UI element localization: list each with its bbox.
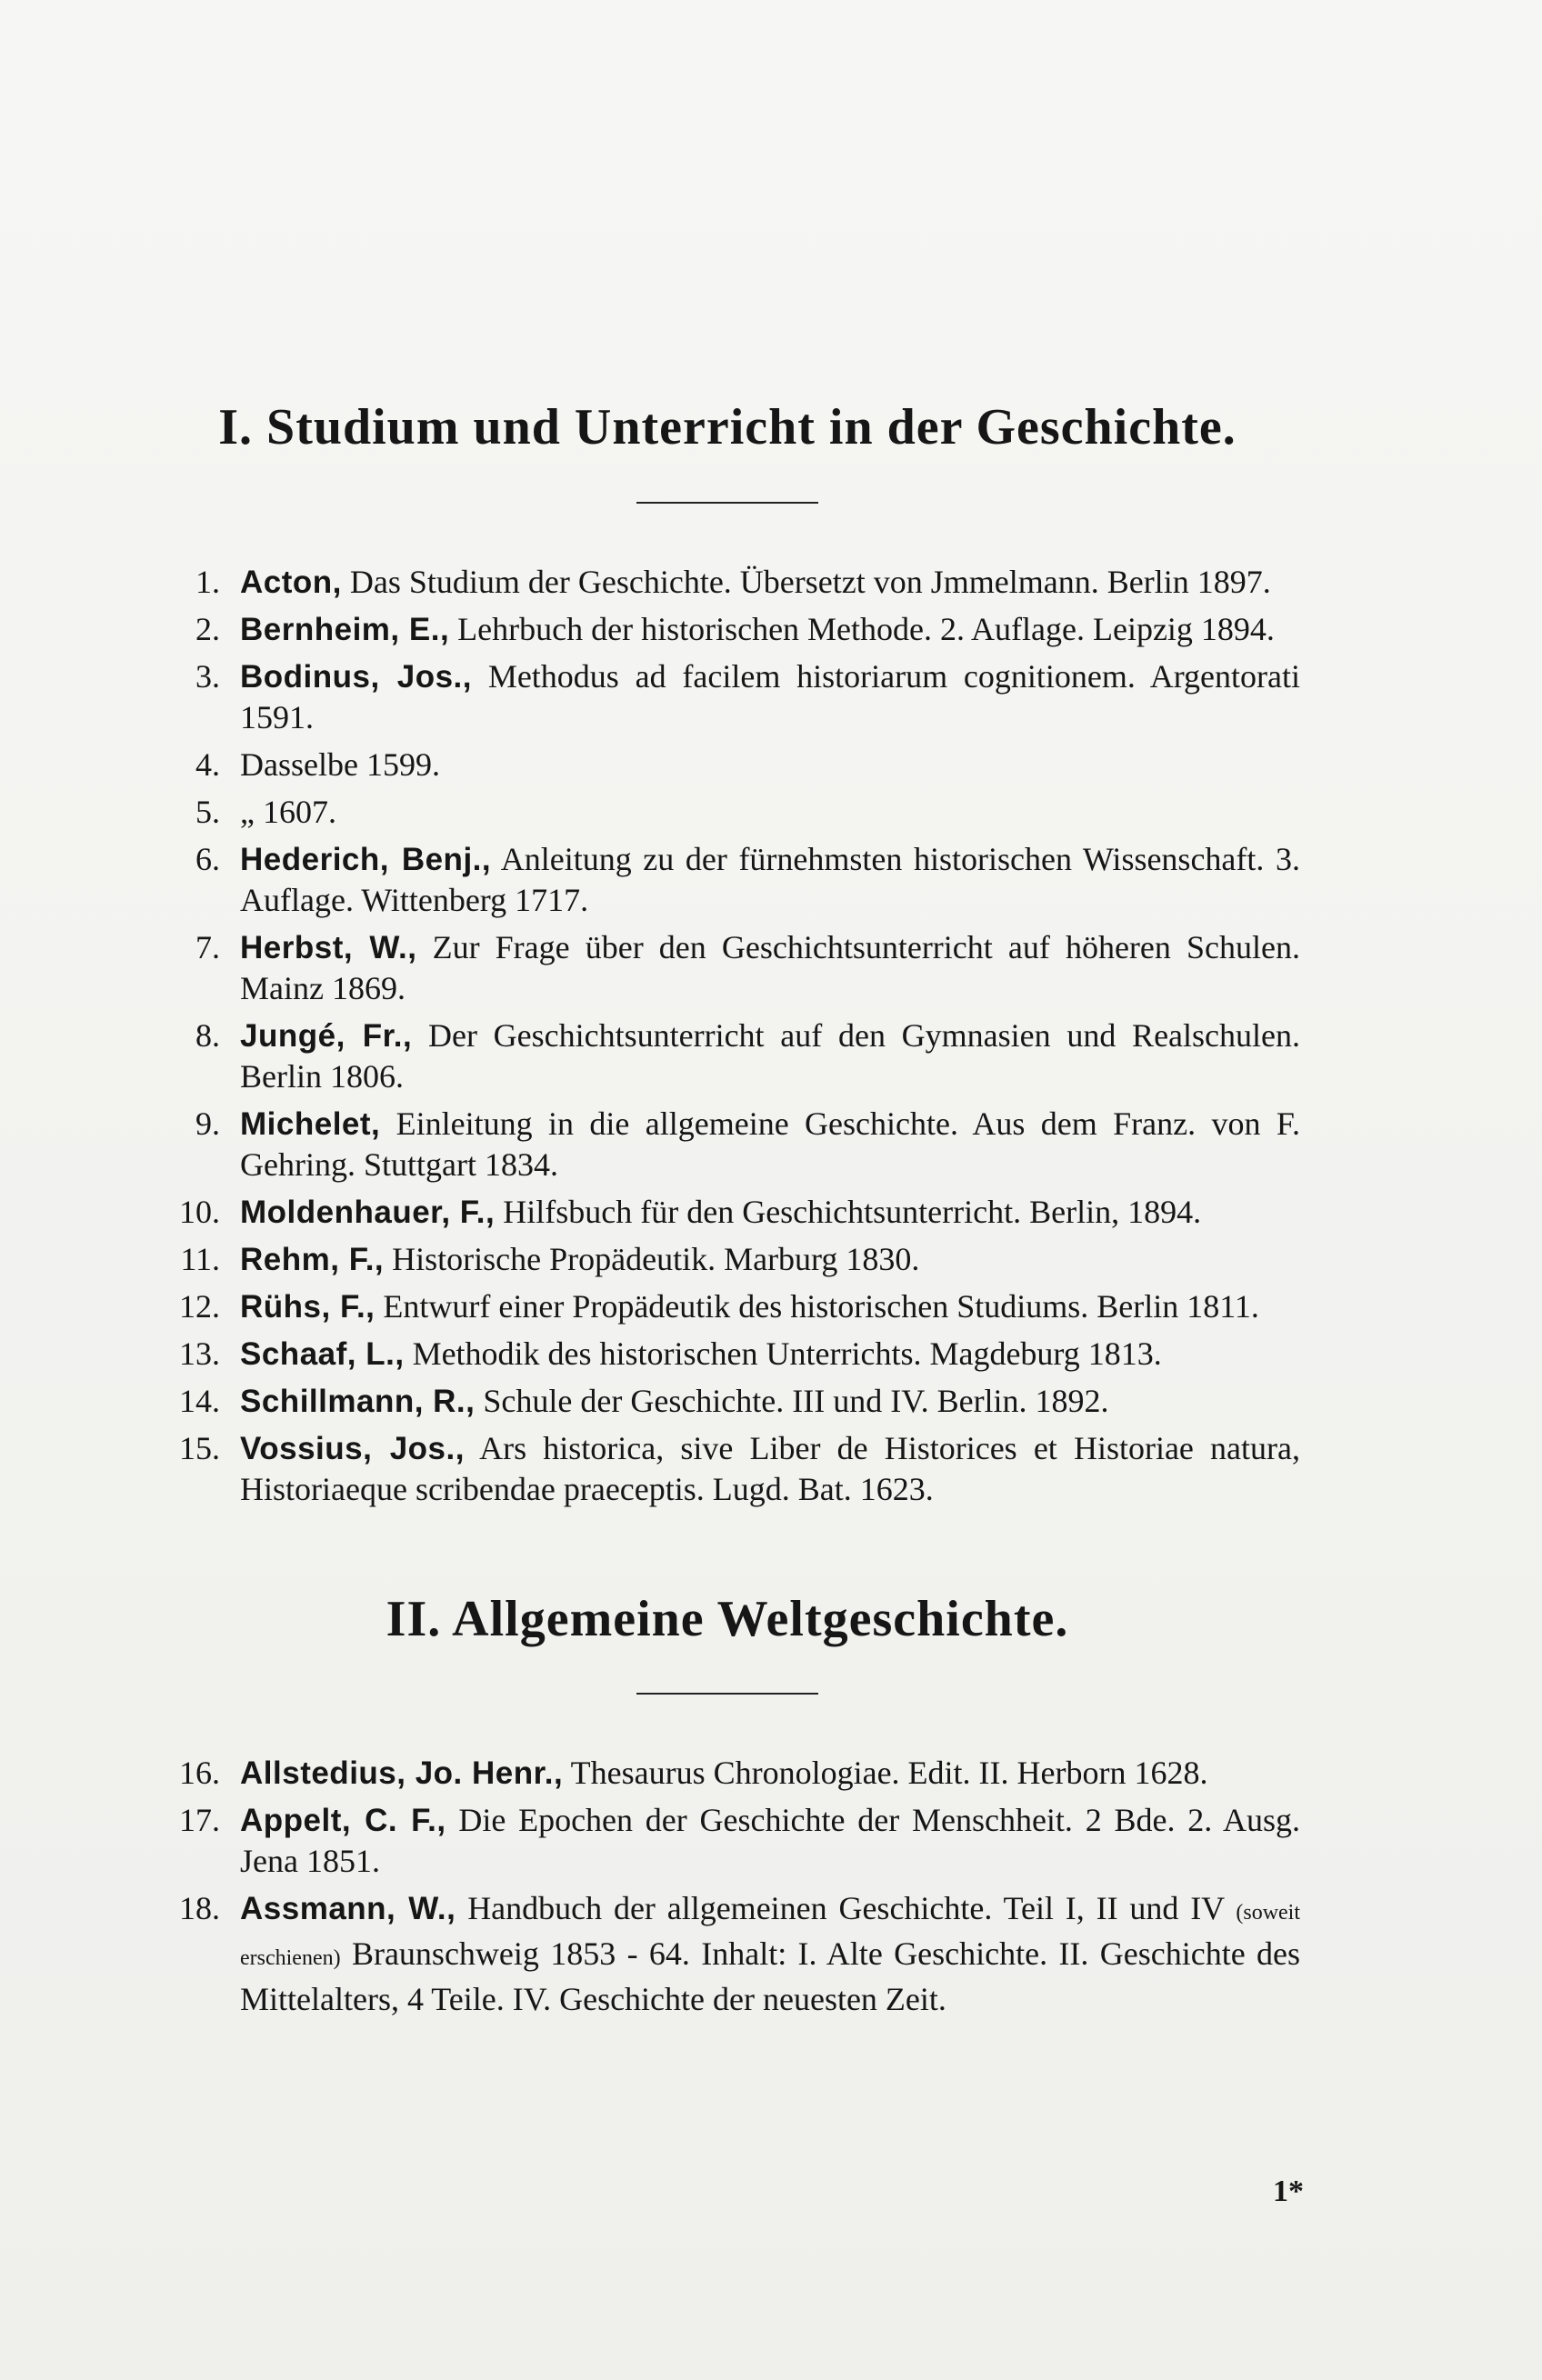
entry-text: Dasselbe 1599. (240, 745, 440, 783)
bibliography-entry (155, 1800, 1300, 1882)
entry-number: 14. (179, 1382, 220, 1419)
bibliography-entry (155, 1888, 1300, 2020)
section-title-studium: I. Studium und Unterricht in der Geschichte. (218, 399, 1237, 455)
entry-number: 7. (195, 928, 220, 965)
entry-author: Assmann, W., (240, 1891, 456, 1927)
entry-number: 10. (179, 1193, 220, 1230)
entry-author: Herbst, W., (240, 929, 417, 965)
bibliography-entry (155, 1239, 1300, 1280)
entry-text: Das Studium der Geschichte. Übersetzt von Jmmelmann. Berlin 1897. (349, 563, 1271, 600)
entry-text: Zur Frage über den Geschichtsunterricht auf höheren Schulen. Mainz 1869. (240, 928, 1300, 1006)
entry-number: 3. (195, 657, 220, 695)
entry-number: 17. (179, 1802, 220, 1839)
bibliography-entry (155, 1104, 1300, 1185)
entry-text: Handbuch der allgemeinen Geschichte. Teil I, II und IV (467, 1890, 1225, 1927)
bibliography-entry (155, 927, 1300, 1009)
entry-author: Rühs, F., (240, 1288, 375, 1325)
entry-text: Lehrbuch der historischen Methode. 2. Auflage. Leipzig 1894. (457, 610, 1275, 647)
entry-author: Moldenhauer, F., (240, 1194, 496, 1230)
entry-author: Bodinus, Jos., (240, 658, 472, 695)
entry-number: 4. (195, 745, 220, 783)
entry-text: Der Geschichtsunterricht auf den Gymnasien und Realschulen. Berlin 1806. (240, 1016, 1300, 1095)
entry-author: Schillmann, R., (240, 1383, 476, 1419)
signature-mark: 1* (1273, 2175, 1304, 2208)
bibliography-entry (155, 1381, 1300, 1422)
entry-author: Acton, (240, 564, 342, 600)
entry-author: Rehm, F., (240, 1241, 385, 1277)
entry-author: Appelt, C. F., (240, 1803, 446, 1839)
entry-number: 15. (179, 1429, 220, 1466)
entry-author: Vossius, Jos., (240, 1430, 465, 1466)
entry-number: 18. (179, 1890, 220, 1927)
entry-text: Thesaurus Chronologiae. Edit. II. Herborn 1628. (570, 1755, 1208, 1792)
entry-number: 8. (195, 1016, 220, 1054)
page-content (155, 400, 1300, 2026)
entry-text: „ 1607. (240, 793, 336, 830)
entry-number: 5. (195, 793, 220, 830)
bibliography-entry (155, 562, 1300, 603)
entry-number: 1. (195, 563, 220, 600)
bibliography-entry (155, 1753, 1300, 1794)
entry-text: Schule der Geschichte. III und IV. Berlin. 1892. (483, 1382, 1109, 1419)
entry-text: Hilfsbuch für den Geschichtsunterricht. Berlin, 1894. (503, 1193, 1202, 1230)
entry-number: 16. (179, 1755, 220, 1792)
entry-author: Michelet, (240, 1105, 381, 1142)
entry-author: Allstedius, Jo. Henr., (240, 1755, 564, 1792)
bibliography-entry (155, 609, 1300, 650)
bibliography-entry (155, 1428, 1300, 1510)
section-divider (636, 502, 818, 504)
bibliography-list-section-2 (155, 1753, 1300, 2020)
entry-note: (soweit erschienen) (240, 1901, 1301, 1971)
entry-text: Historische Propädeutik. Marburg 1830. (392, 1240, 920, 1277)
entry-number: 9. (195, 1105, 220, 1142)
entry-text: Ars historica, sive Liber de Historices et Historiae natura, Historiaeque scribendae praeceptis. Lugd. Bat. 1623. (240, 1429, 1300, 1507)
bibliography-entry (155, 1334, 1300, 1375)
entry-number: 11. (180, 1240, 220, 1277)
entry-number: 13. (179, 1335, 220, 1372)
entry-text: Methodik des historischen Unterrichts. Magdeburg 1813. (412, 1335, 1162, 1372)
entry-number: 6. (195, 840, 220, 877)
entry-author: Hederich, Benj., (240, 841, 492, 877)
entry-text-continued: Braunschweig 1853 - 64. Inhalt: I. Alte Geschichte. II. Geschichte des Mittelalters, 4 Teile. IV. Geschichte der neuesten Zeit. (240, 1935, 1300, 2018)
bibliography-entry (155, 656, 1300, 738)
entry-text: Einleitung in die allgemeine Geschichte. Aus dem Franz. von F. Gehring. Stuttgart 1834. (240, 1105, 1301, 1183)
bibliography-entry (155, 745, 1300, 785)
entry-number: 2. (195, 610, 220, 647)
bibliography-entry (155, 1192, 1300, 1233)
bibliography-entry (155, 839, 1300, 921)
entry-text: Anleitung zu der fürnehmsten historischen Wissenschaft. 3. Auflage. Wittenberg 1717. (240, 840, 1300, 918)
entry-text: Entwurf einer Propädeutik des historischen Studiums. Berlin 1811. (383, 1287, 1259, 1325)
entry-author: Jungé, Fr., (240, 1017, 413, 1054)
entry-text: Methodus ad facilem historiarum cognitionem. Argentorati 1591. (240, 657, 1300, 735)
entry-text: Die Epochen der Geschichte der Menschheit. 2 Bde. 2. Ausg. Jena 1851. (240, 1802, 1301, 1880)
section-divider (636, 1693, 818, 1695)
bibliography-list-section-1 (155, 562, 1300, 1510)
entry-number: 12. (179, 1287, 220, 1325)
bibliography-entry (155, 792, 1300, 833)
section-title-weltgeschichte: II. Allgemeine Weltgeschichte. (386, 1590, 1069, 1647)
entry-author: Schaaf, L., (240, 1335, 405, 1372)
bibliography-entry (155, 1286, 1300, 1327)
bibliography-entry (155, 1015, 1300, 1097)
entry-author: Bernheim, E., (240, 611, 450, 647)
